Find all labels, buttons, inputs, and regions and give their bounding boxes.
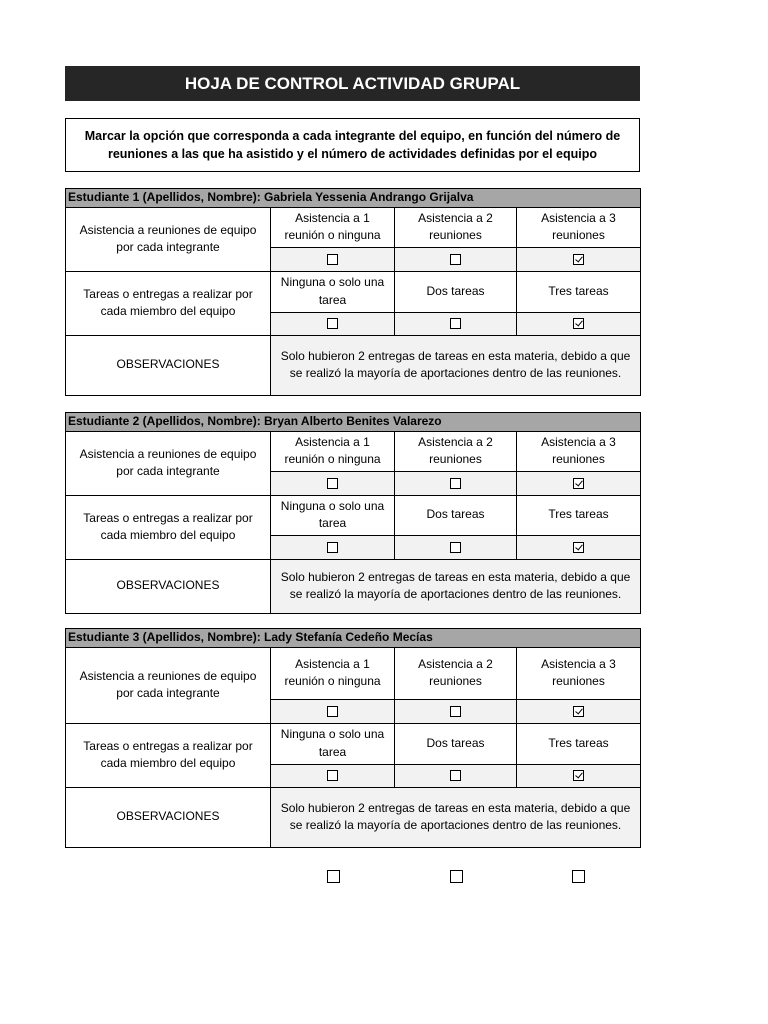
task-checkbox-2[interactable] — [450, 318, 461, 329]
tasks-label: Tareas o entregas a realizar por cada miembro del equipo — [66, 723, 271, 787]
task-cell-3 — [517, 312, 641, 335]
student-table — [65, 628, 641, 848]
task-checkbox-2[interactable] — [450, 770, 461, 781]
task-checkbox-1[interactable] — [327, 542, 338, 553]
attendance-option-3: Asistencia a 3 reuniones — [517, 207, 641, 247]
attendance-cell-2 — [395, 699, 517, 723]
attendance-cell-2 — [395, 471, 517, 495]
task-option-1: Ninguna o solo una tarea — [271, 495, 395, 535]
instructions-box — [65, 118, 640, 172]
attendance-label: Asistencia a reuniones de equipo por cada integrante — [66, 647, 271, 723]
task-cell-1 — [271, 312, 395, 335]
task-cell-3 — [517, 535, 641, 559]
task-option-3: Tres tareas — [517, 271, 641, 312]
attendance-option-3: Asistencia a 3 reuniones — [517, 647, 641, 699]
observations-label: OBSERVACIONES — [66, 787, 271, 847]
task-checkbox-3[interactable] — [573, 770, 584, 781]
tasks-label: Tareas o entregas a realizar por cada miembro del equipo — [66, 495, 271, 559]
attendance-checkbox-1[interactable] — [327, 478, 338, 489]
attendance-option-3: Asistencia a 3 reuniones — [517, 431, 641, 471]
attendance-option-1: Asistencia a 1 reunión o ninguna — [271, 207, 395, 247]
observations-text[interactable]: Solo hubieron 2 entregas de tareas en esta materia, debido a que se realizó la mayoría de aportaciones dentro de las reuniones. — [271, 335, 641, 395]
task-checkbox-1[interactable] — [327, 318, 338, 329]
task-option-2: Dos tareas — [395, 723, 517, 764]
extra-checkbox-2[interactable] — [450, 870, 463, 883]
task-checkbox-3[interactable] — [573, 542, 584, 553]
student-header: Estudiante 3 (Apellidos, Nombre): Lady Stefanía Cedeño Mecías — [66, 629, 641, 648]
attendance-checkbox-2[interactable] — [450, 478, 461, 489]
attendance-cell-1 — [271, 247, 395, 271]
task-cell-1 — [271, 764, 395, 787]
attendance-checkbox-1[interactable] — [327, 706, 338, 717]
task-checkbox-3[interactable] — [573, 318, 584, 329]
tasks-label: Tareas o entregas a realizar por cada miembro del equipo — [66, 271, 271, 335]
student-block-1 — [65, 188, 640, 396]
attendance-option-1: Asistencia a 1 reunión o ninguna — [271, 647, 395, 699]
observations-text[interactable]: Solo hubieron 2 entregas de tareas en esta materia, debido a que se realizó la mayoría de aportaciones dentro de las reuniones. — [271, 787, 641, 847]
attendance-label: Asistencia a reuniones de equipo por cada integrante — [66, 431, 271, 495]
attendance-option-2: Asistencia a 2 reuniones — [395, 431, 517, 471]
task-cell-1 — [271, 535, 395, 559]
student-block-3 — [65, 628, 640, 848]
instructions-text: Marcar la opción que corresponda a cada integrante del equipo, en función del número de reuniones a las que ha asistido y el número de actividades definidas por el equipo — [84, 129, 621, 161]
extra-checkbox-1[interactable] — [327, 870, 340, 883]
attendance-cell-1 — [271, 699, 395, 723]
student-block-2 — [65, 412, 640, 614]
attendance-option-1: Asistencia a 1 reunión o ninguna — [271, 431, 395, 471]
observations-label: OBSERVACIONES — [66, 335, 271, 395]
task-option-1: Ninguna o solo una tarea — [271, 271, 395, 312]
page-title: HOJA DE CONTROL ACTIVIDAD GRUPAL — [65, 66, 640, 101]
attendance-cell-3 — [517, 247, 641, 271]
attendance-checkbox-3[interactable] — [573, 478, 584, 489]
attendance-option-2: Asistencia a 2 reuniones — [395, 207, 517, 247]
task-option-3: Tres tareas — [517, 495, 641, 535]
observations-label: OBSERVACIONES — [66, 559, 271, 613]
attendance-cell-1 — [271, 471, 395, 495]
student-table — [65, 188, 641, 396]
task-option-2: Dos tareas — [395, 495, 517, 535]
attendance-cell-2 — [395, 247, 517, 271]
attendance-cell-3 — [517, 471, 641, 495]
attendance-option-2: Asistencia a 2 reuniones — [395, 647, 517, 699]
student-table — [65, 412, 641, 614]
attendance-checkbox-2[interactable] — [450, 706, 461, 717]
attendance-checkbox-3[interactable] — [573, 254, 584, 265]
task-checkbox-1[interactable] — [327, 770, 338, 781]
student-header: Estudiante 1 (Apellidos, Nombre): Gabriela Yessenia Andrango Grijalva — [66, 189, 641, 208]
task-option-2: Dos tareas — [395, 271, 517, 312]
task-option-1: Ninguna o solo una tarea — [271, 723, 395, 764]
observations-text[interactable]: Solo hubieron 2 entregas de tareas en esta materia, debido a que se realizó la mayoría de aportaciones dentro de las reuniones. — [271, 559, 641, 613]
task-option-3: Tres tareas — [517, 723, 641, 764]
task-cell-2 — [395, 535, 517, 559]
student-header: Estudiante 2 (Apellidos, Nombre): Bryan Alberto Benites Valarezo — [66, 413, 641, 432]
attendance-checkbox-2[interactable] — [450, 254, 461, 265]
attendance-cell-3 — [517, 699, 641, 723]
task-cell-3 — [517, 764, 641, 787]
attendance-label: Asistencia a reuniones de equipo por cada integrante — [66, 207, 271, 271]
task-checkbox-2[interactable] — [450, 542, 461, 553]
attendance-checkbox-3[interactable] — [573, 706, 584, 717]
extra-checkbox-3[interactable] — [572, 870, 585, 883]
attendance-checkbox-1[interactable] — [327, 254, 338, 265]
task-cell-2 — [395, 764, 517, 787]
task-cell-2 — [395, 312, 517, 335]
